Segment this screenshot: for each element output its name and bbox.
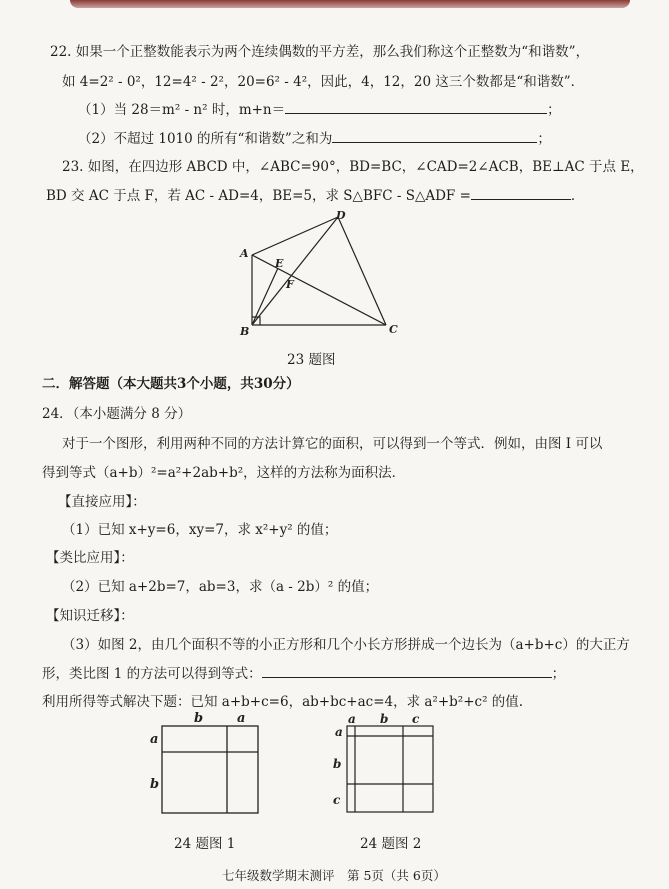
- q23-line2-end: ．: [570, 188, 585, 204]
- q23-answer-blank[interactable]: [471, 187, 571, 200]
- q22-part2-answer-blank[interactable]: [332, 130, 537, 143]
- q23-line2-prefix: BD 交 AC 于点 F，若 AC - AD=4，BE=5，求 S△BFC - S△ADF =: [46, 188, 471, 204]
- q23-segment-dc: [338, 217, 386, 325]
- q23-label-b: B: [240, 325, 250, 338]
- q24-transfer-question-line2: [42, 662, 565, 682]
- q23-label-a: A: [240, 247, 249, 260]
- q23-label-d: D: [336, 209, 346, 222]
- q24-fig1-label-left-b: b: [150, 777, 160, 792]
- q22-stem: 22. 如果一个正整数能表示为两个连续偶数的平方差，那么我们称这个正整数为“和谐数”，: [50, 44, 590, 60]
- q22-part2-end: ；: [537, 131, 551, 147]
- q24-number: 24．（本小题满分 8 分）: [42, 406, 192, 422]
- q24-transfer-heading: 【知识迁移】：: [46, 608, 134, 624]
- q22-part1-answer-blank[interactable]: [285, 101, 547, 114]
- q24-fig2-label-left-c: c: [333, 793, 341, 807]
- q24-figure-1: [140, 708, 270, 818]
- q24-analog-question: （2）已知 a+2b=7，ab=3，求（a - 2b）² 的值；: [62, 579, 379, 595]
- q23-caption: 23 题图: [287, 352, 336, 368]
- q23-segment-ad: [252, 217, 338, 255]
- q23-line2: [46, 184, 584, 204]
- q24-fig1-label-top-b: b: [194, 711, 204, 726]
- section2-title: 二．解答题（本大题共3个小题，共30分）: [42, 376, 300, 392]
- q22-example: 如 4=2² - 0²，12=4² - 2²，20=6² - 4²，因此，4，12，20 这三个数都是“和谐数”．: [62, 74, 585, 90]
- q23-stem: 23. 如图，在四边形 ABCD 中，∠ABC=90°，BD=BC，∠CAD=2∠ACB，BE⊥AC 于点 E，: [62, 159, 644, 175]
- q24-fig1-outer-square: [162, 726, 258, 813]
- q24-fig1-label-left-a: a: [150, 732, 159, 747]
- q24-transfer-end: ；: [551, 666, 566, 682]
- q24-fig2-label-top-a: a: [348, 712, 356, 726]
- q23-segment-bd: [252, 217, 338, 325]
- q22-part1-end: ；: [547, 102, 561, 118]
- q24-figure-2-caption: 24 题图 2: [360, 836, 422, 852]
- q24-figure-2: [325, 712, 440, 817]
- q24-transfer-prefix: 形，类比图 1 的方法可以得到等式：: [42, 666, 262, 682]
- q24-fig2-label-left-b: b: [333, 757, 342, 771]
- q24-fig2-outer-square: [347, 726, 433, 812]
- q22-part1-prefix: （1）当 28＝m² - n² 时，m+n＝: [78, 102, 286, 118]
- q23-label-f: F: [286, 278, 294, 291]
- q24-direct-question: （1）已知 x+y=6，xy=7，求 x²+y² 的值；: [62, 522, 338, 538]
- q24-figure-1-caption: 24 题图 1: [174, 836, 236, 852]
- q24-transfer-question-line1: （3）如图 2，由几个面积不等的小正方形和几个小长方形拼成一个边长为（a+b+c）的大正方: [62, 637, 630, 653]
- q23-label-e: E: [275, 257, 284, 270]
- q24-intro-line2: 得到等式（a+b）²=a²+2ab+b²，这样的方法称为面积法．: [42, 465, 406, 481]
- q24-transfer-answer-blank[interactable]: [262, 665, 552, 678]
- q22-part2-prefix: （2）不超过 1010 的所有“和谐数”之和为: [78, 131, 333, 147]
- q23-figure: [228, 205, 408, 345]
- q23-label-c: C: [389, 323, 398, 336]
- q24-direct-heading: 【直接应用】：: [58, 494, 146, 510]
- q22-part1: [78, 98, 561, 118]
- page-footer: 七年级数学期末测评 第 5页（共 6页）: [222, 868, 446, 883]
- q24-transfer-question-line3: 利用所得等式解决下题：已知 a+b+c=6，ab+bc+ac=4，求 a²+b²+c² 的值.: [42, 694, 524, 710]
- page-top-band: [70, 0, 630, 8]
- q24-fig2-label-top-b: b: [380, 712, 389, 726]
- q24-intro-line1: 对于一个图形，利用两种不同的方法计算它的面积，可以得到一个等式．例如，由图 I 可以: [62, 436, 603, 452]
- q23-segment-ac: [252, 255, 386, 325]
- q24-fig1-label-top-a: a: [237, 711, 246, 726]
- q24-fig2-label-left-a: a: [335, 725, 343, 739]
- q24-analog-heading: 【类比应用】：: [46, 550, 134, 566]
- q22-part2: [78, 127, 551, 147]
- q24-fig2-label-top-c: c: [412, 712, 420, 726]
